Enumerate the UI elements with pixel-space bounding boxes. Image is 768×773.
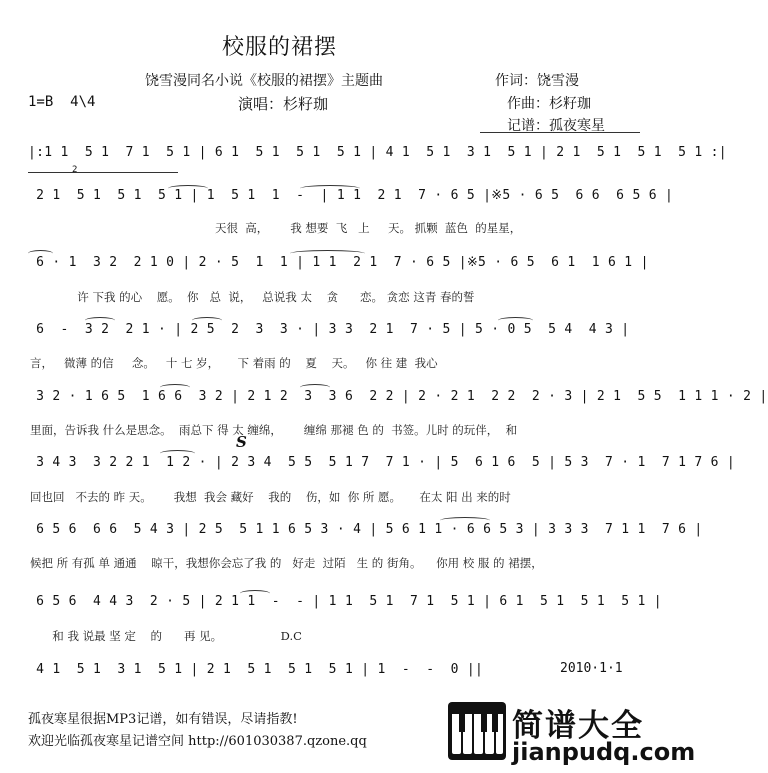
date: 2010·1·1 [560, 661, 623, 676]
lyricist: 作词：饶雪漫 [495, 73, 579, 89]
segno-mark: S [236, 433, 247, 451]
slur [498, 317, 533, 324]
lyrics-row: 回也回 不去的 昨 天。 我想 我会 藏好 我的 伤，如 你 所 愿。 在太 阳 出 来的时 [30, 490, 511, 504]
lyrics-row: 里面，告诉我 什么是思念。 雨总下 得 太 缠绵， 缠绵 那褪 色 的 书签。儿时 的玩伴， 和 [30, 423, 518, 437]
slur [168, 185, 208, 192]
logo-url[interactable]: jianpudq.com [512, 738, 696, 766]
slur [192, 317, 222, 324]
song-title: 校服的裙摆 [222, 35, 338, 60]
slur [160, 450, 195, 457]
lyrics-row: 许 下我 的心 愿。 你 总 说， 总说我 太 贪 恋。 贪恋 这青 春的誓 [70, 290, 475, 304]
song-subtitle: 饶雪漫同名小说《校服的裙摆》主题曲 [145, 73, 383, 89]
composer: 作曲：杉籽珈 [507, 96, 591, 112]
slur [160, 384, 190, 391]
transcriber: 记谱：孤夜寒星 [507, 118, 605, 134]
slur [300, 384, 330, 391]
slur [85, 317, 115, 324]
slur [290, 250, 365, 257]
key-signature: 1=B 4\4 [28, 94, 96, 110]
slur [440, 517, 490, 524]
notation-row: 3 4 3 3 2 2 1 1 2 · | 2 3 4 5 5 5 1 7 7 1 · | 5 6 1 6 5 | 5 3 7 · 1 7 1 7 6 | [28, 455, 736, 470]
logo-name: 简谱大全 [512, 708, 644, 744]
footer-link[interactable]: 欢迎光临孤夜寒星记谱空间 http://601030387.qzone.qq [28, 734, 367, 749]
slur [240, 590, 270, 597]
lyrics-row: 天很 高， 我 想要 飞 上 天。 抓颗 蓝色 的星星， [215, 221, 522, 235]
notation-row: |:1 1 5 1 7 1 5 1 | 6 1 5 1 5 1 5 1 | 4 1 5 1 3 1 5 1 | 2 1 5 1 5 1 5 1 :| [28, 145, 727, 160]
notation-row: 4 1 5 1 3 1 5 1 | 2 1 5 1 5 1 5 1 | 1 - - 0 || [28, 662, 484, 677]
singer: 演唱：杉籽珈 [238, 95, 329, 113]
piano-keys-logo-icon [448, 702, 506, 760]
notation-row: 6 5 6 6 6 5 4 3 | 2 5 5 1 1 6 5 3 · 4 | 5 6 1 1 · 6 6 5 3 | 3 3 3 7 1 1 7 6 | [28, 522, 703, 537]
slur [300, 185, 360, 192]
notation-row: 6 5 6 4 4 3 2 · 5 | 2 1 1 - - | 1 1 5 1 7 1 5 1 | 6 1 5 1 5 1 5 1 | [28, 594, 662, 609]
volta-bracket [28, 172, 178, 173]
transcriber-underline [480, 132, 640, 133]
footer-note: 孤夜寒星很据MP3记谱，如有错误，尽请指教! [28, 712, 298, 727]
notation-row: 2 1 5 1 5 1 5 1 | 1 5 1 1 - | 1 1 2 1 7 · 6 5 |※5 · 6 5 6 6 6 5 6 | [28, 188, 674, 203]
lyrics-row: 言， 微薄 的信 念。 十 七 岁， 下 着雨 的 夏 天。 你 往 建 我心 [30, 356, 438, 370]
notation-row: 6 - 3 2 2 1 · | 2 5 2 3 3 · | 3 3 2 1 7 · 5 | 5 · 0 5 5 4 4 3 | [28, 322, 630, 337]
lyrics-row: 和 我 说最 坚 定 的 再 见。 D.C [45, 629, 302, 643]
notation-row: 3 2 · 1 6 5 1 6 6 3 2 | 2 1 2 3 3 6 2 2 | 2 · 2 1 2 2 2 · 3 | 2 1 5 5 1 1 1 · 2 | [28, 389, 768, 404]
lyrics-row: 候把 所 有孤 单 通通 晾干，我想你会忘了我 的 好走 过陌 生 的 街角。 你用 校 服 的 裙摆， [30, 556, 543, 570]
notation-row: 6 · 1 3 2 2 1 0 | 2 · 5 1 1 | 1 1 2 1 7 · 6 5 |※5 · 6 5 6 1 1 6 1 | [28, 255, 649, 270]
volta-number: 2 [72, 165, 78, 175]
slur [28, 250, 53, 257]
